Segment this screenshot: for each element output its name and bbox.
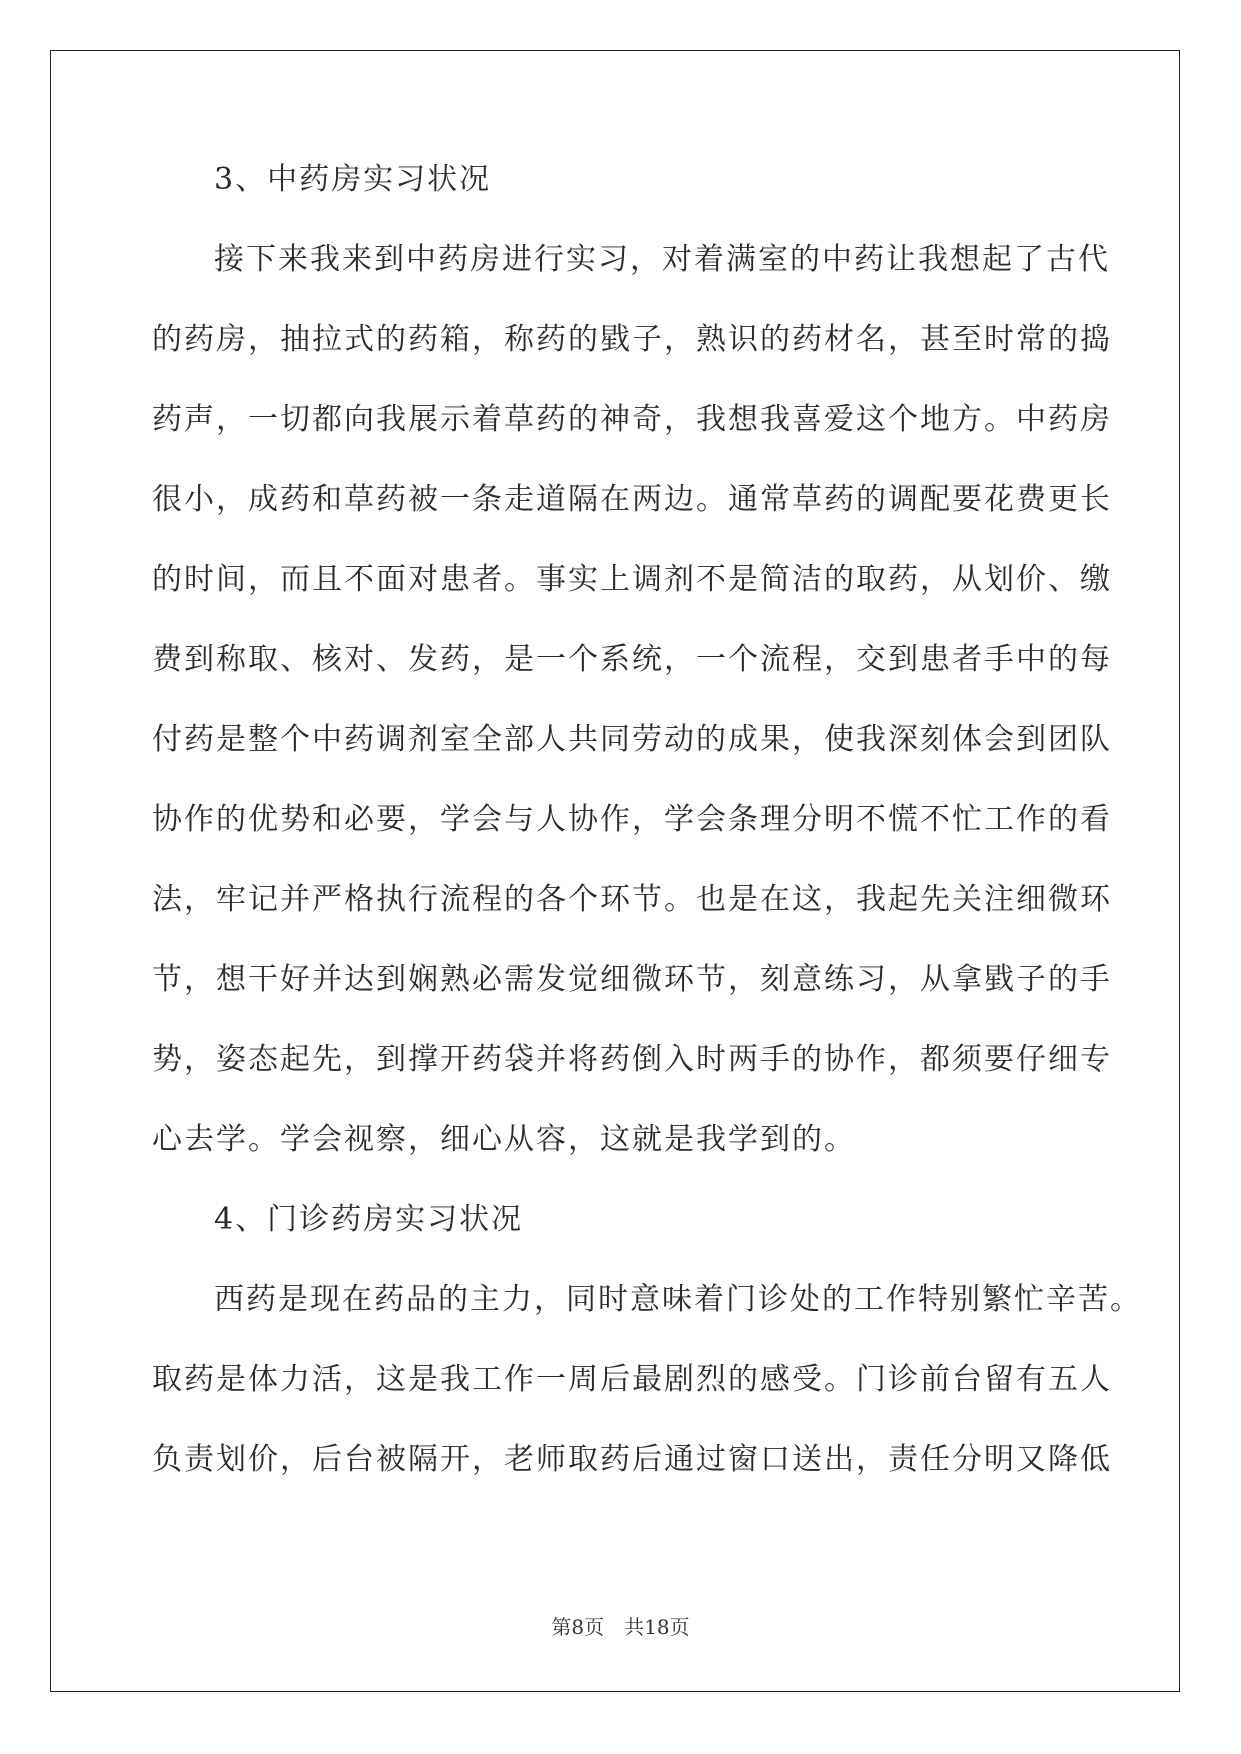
paragraph-line: 费到称取、核对、发药，是一个系统，一个流程，交到患者手中的每 [152,642,1112,677]
paragraph-line: 法，牢记并严格执行流程的各个环节。也是在这，我起先关注细微环 [152,882,1112,917]
paragraph-line: 很小，成药和草药被一条走道隔在两边。通常草药的调配要花费更长 [152,482,1112,517]
section-4-heading: 4、门诊药房实习状况 [214,1202,524,1237]
section-3-heading: 3、中药房实习状况 [214,162,492,197]
paragraph-line: 的药房，抽拉式的药箱，称药的戥子，熟识的药材名，甚至时常的捣 [152,322,1112,357]
paragraph-line: 心去学。学会视察，细心从容，这就是我学到的。 [152,1122,856,1157]
paragraph-line: 药声，一切都向我展示着草药的神奇，我想我喜爱这个地方。中药房 [152,402,1112,437]
paragraph-line: 付药是整个中药调剂室全部人共同劳动的成果，使我深刻体会到团队 [152,722,1112,757]
paragraph-line: 的时间，而且不面对患者。事实上调剂不是简洁的取药，从划价、缴 [152,562,1112,597]
document-body [152,160,1142,1520]
paragraph-line: 西药是现在药品的主力，同时意味着门诊处的工作特别繁忙辛苦。 [214,1282,1142,1317]
page-number-footer: 第8页 共18页 [551,1615,690,1639]
paragraph-line: 负责划价，后台被隔开，老师取药后通过窗口送出，责任分明又降低 [152,1442,1112,1477]
paragraph-line: 势，姿态起先，到撑开药袋并将药倒入时两手的协作，都须要仔细专 [152,1042,1112,1077]
paragraph-line: 接下来我来到中药房进行实习，对着满室的中药让我想起了古代 [214,242,1110,277]
paragraph-line: 取药是体力活，这是我工作一周后最剧烈的感受。门诊前台留有五人 [152,1362,1112,1397]
paragraph-line: 协作的优势和必要，学会与人协作，学会条理分明不慌不忙工作的看 [152,802,1112,837]
paragraph-line: 节，想干好并达到娴熟必需发觉细微环节，刻意练习，从拿戥子的手 [152,962,1112,997]
